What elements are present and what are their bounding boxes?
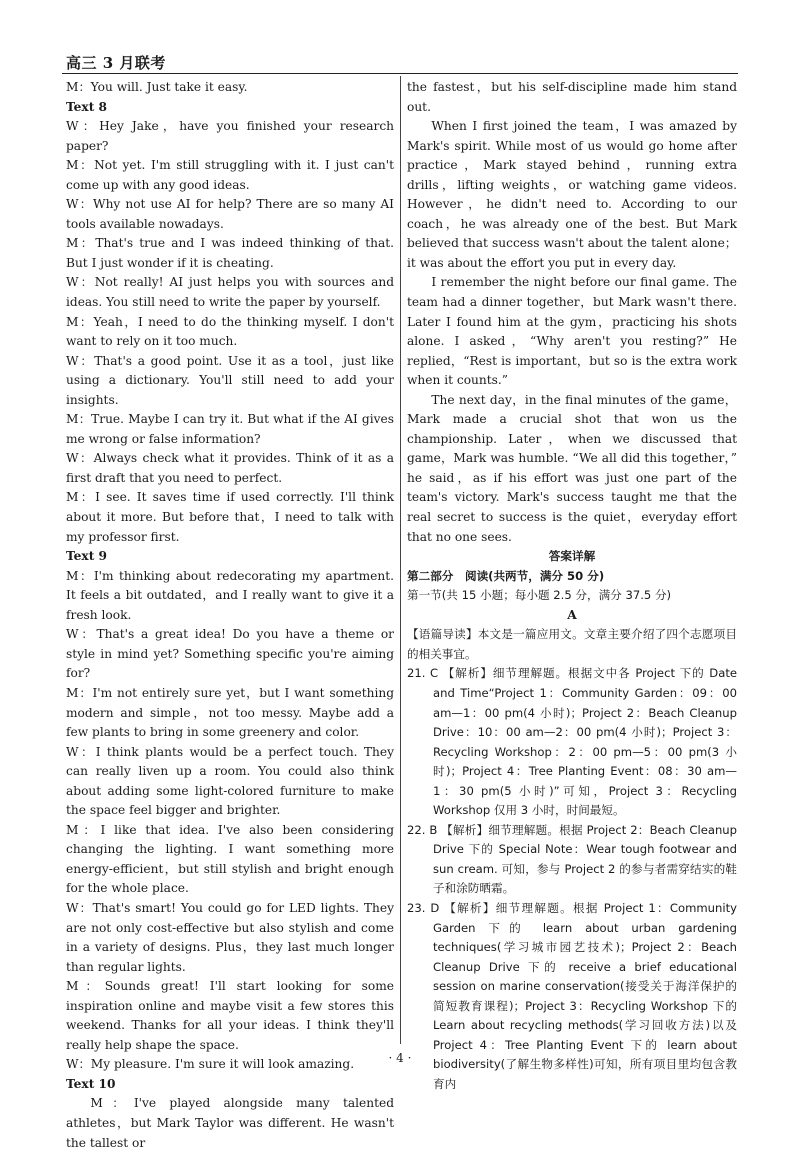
dialogue-line: M：Not yet. I'm still struggling with it. I just can't come up with any good ideas. bbox=[66, 158, 394, 192]
section-heading-text-9: Text 9 bbox=[66, 549, 108, 564]
answer-item-22: 22. B 【解析】细节理解题。根据 Project 2：Beach Cleanup Drive 下的 Special Note：Wear tough footwear and sun cream. 可知，参与 Project 2 的参与者需穿结实的鞋子和涂防晒霜。 bbox=[407, 822, 737, 896]
column-divider bbox=[400, 76, 401, 1044]
answer-item-21: 21. C 【解析】细节理解题。根据文中各 Project 下的 Date and Time“Project 1：Community Garden：09：00 am—1：00 pm(4 小时)；Project 2：Beach Cleanup Drive：10：00 am—2：00 pm(4 小时)；Project 3：Recycling Workshop：2：00 pm—5：00 pm(3 小时)；Project 4：Tree Planting Event：08：30 am—1：30 pm(5 小时)”可知，Project 3：Recycling Workshop 仅用 3 小时，时间最短。 bbox=[407, 666, 737, 818]
page-header-title: 高三 3 月联考 bbox=[66, 54, 166, 72]
passage-guide: 【语篇导读】本文是一篇应用文。文章主要介绍了四个志愿项目的相关事宜。 bbox=[407, 627, 737, 661]
dialogue-line: M：I like that idea. I've also been considering changing the lighting. I want something more energy-efficient，but still stylish and bright enough for the whole place. bbox=[66, 822, 394, 896]
monologue-paragraph: When I first joined the team，I was amazed by Mark's spirit. While most of us would go home after practice，Mark stayed behind，running extra drills，lifting weights，or watching game videos. However，he didn't need to. According to our coach，he was already one of the best. But Mark believed that success wasn't about the talent alone；it was about the effort you put in every day. bbox=[407, 119, 737, 270]
right-column bbox=[407, 78, 737, 1094]
section-one-heading: 第一节(共 15 小题；每小题 2.5 分，满分 37.5 分) bbox=[407, 588, 672, 603]
answer-item-23: 23. D 【解析】细节理解题。根据 Project 1：Community Garden 下的 learn about urban gardening techniques(学习城市园艺技术)；Project 2：Beach Cleanup Drive 下的 receive a brief educational session on marine conservation(接受关于海洋保护的简短教育课程)；Project 3：Recycling Workshop 下的 Learn about recycling methods(学习回收方法)以及 Project 4：Tree Planting Event 下的 learn about biodiversity(了解生物多样性)可知，所有项目里均包含教育内 bbox=[407, 900, 737, 1091]
page-number: · 4 · bbox=[388, 1051, 412, 1065]
dialogue-line: W：Always check what it provides. Think of it as a first draft that you need to perfect. bbox=[66, 451, 394, 485]
section-heading-text-8: Text 8 bbox=[66, 99, 108, 114]
dialogue-line: M：Yeah，I need to do the thinking myself. I don't want to rely on it too much. bbox=[66, 314, 394, 349]
header-rule bbox=[62, 73, 738, 74]
dialogue-line: W：That's smart! You could go for LED lights. They are not only cost-effective but also stylish and come in a variety of designs. Plus，they last much longer than regular lights. bbox=[66, 900, 394, 974]
dialogue-line: M：True. Maybe I can try it. But what if the AI gives me wrong or false information? bbox=[66, 412, 394, 446]
dialogue-line: W：That's a good point. Use it as a tool，just like using a dictionary. You'll still need to add your insights. bbox=[66, 353, 394, 407]
passage-letter-a: A bbox=[567, 607, 577, 622]
dialogue-line: M：You will. Just take it easy. bbox=[66, 80, 248, 94]
dialogue-line: M：That's true and I was indeed thinking of that. But I just wonder if it is cheating. bbox=[66, 236, 394, 270]
dialogue-line: M：I'm not entirely sure yet，but I want something modern and simple，not too messy. Maybe add a few plants to bring in some greenery and color. bbox=[66, 685, 394, 740]
dialogue-line: M：Sounds great! I'll start looking for some inspiration online and maybe visit a few stores this weekend. Thanks for all your ideas. I think they'll really help shape the space. bbox=[66, 979, 394, 1052]
dialogue-line: W：That's a great idea! Do you have a theme or style in mind yet? Something specific you're aiming for? bbox=[66, 627, 394, 681]
monologue-paragraph: I remember the night before our final game. The team had a dinner together，but Mark wasn't there. Later I found him at the gym，practicing his shots alone. I asked，“Why aren't you resting?” He replied，“Rest is important，but so is the extra work when it counts.” bbox=[407, 275, 737, 388]
dialogue-line: W：Hey Jake，have you finished your research paper? bbox=[66, 119, 394, 153]
monologue-paragraph: The next day，in the final minutes of the game，Mark made a crucial shot that won us the championship. Later，when we discussed that game，Mark was humble. “We all did this together，” he said，as if his effort was just one part of the team's victory. Mark's success taught me that the real secret to success is the quiet，everyday effort that no one sees. bbox=[407, 392, 737, 544]
section-heading-text-10: Text 10 bbox=[66, 1076, 116, 1091]
dialogue-line: W：Why not use AI for help? There are so many AI tools available nowadays. bbox=[66, 197, 394, 231]
left-column bbox=[66, 78, 394, 1153]
dialogue-line: M：I'm thinking about redecorating my apartment. It feels a bit outdated，and I really want to give it a fresh look. bbox=[66, 568, 394, 622]
dialogue-line: W：I think plants would be a perfect touch. They can really liven up a room. You could also think about adding some light-colored furniture to make the space feel bigger and brighter. bbox=[66, 744, 394, 818]
dialogue-line: W：Not really! AI just helps you with sources and ideas. You still need to write the paper by yourself. bbox=[66, 275, 394, 310]
dialogue-line: M：I see. It saves time if used correctly. I'll think about it more. But before that，I need to talk with my professor first. bbox=[66, 490, 394, 544]
dialogue-line: W：My pleasure. I'm sure it will look amazing. bbox=[66, 1057, 355, 1072]
answer-key-heading: 答案详解 bbox=[548, 549, 596, 564]
part-two-heading: 第二部分 阅读(共两节，满分 50 分) bbox=[407, 568, 605, 583]
monologue-paragraph: M：I've played alongside many talented athletes，but Mark Taylor was different. He wasn't the tallest or bbox=[66, 1096, 394, 1150]
monologue-paragraph: the fastest，but his self-discipline made him stand out. bbox=[407, 80, 737, 114]
